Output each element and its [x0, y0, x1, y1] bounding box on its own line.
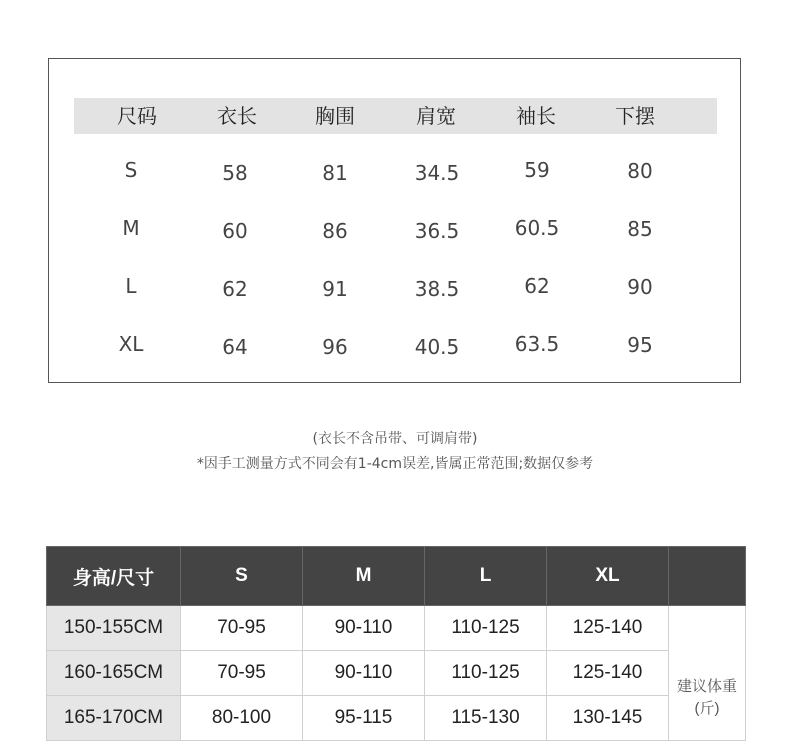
- size-row: [74, 155, 717, 185]
- header-s: S: [181, 547, 303, 606]
- header-l: L: [425, 547, 547, 606]
- weight-cell: 70-95: [181, 651, 303, 696]
- size-cell: 58: [222, 161, 248, 185]
- size-row: [74, 213, 717, 243]
- header-size: 尺码: [117, 104, 157, 128]
- header-hem: 下摆: [615, 104, 655, 128]
- weight-cell: 90-110: [303, 606, 425, 651]
- weight-cell: 130-145: [547, 696, 669, 741]
- size-cell: 36.5: [414, 219, 460, 243]
- size-cell: 64: [222, 335, 248, 359]
- header-bust: 胸围: [315, 104, 355, 128]
- size-cell: S: [124, 158, 138, 182]
- size-cell: 62: [222, 277, 248, 301]
- height-cell: 165-170CM: [47, 696, 181, 741]
- table-row: [47, 651, 746, 696]
- size-cell: 40.5: [414, 335, 460, 359]
- height-cell: 160-165CM: [47, 651, 181, 696]
- weight-cell: 70-95: [181, 606, 303, 651]
- size-chart: [48, 58, 741, 383]
- size-cell: 38.5: [414, 277, 460, 301]
- size-cell: 60.5: [514, 216, 560, 240]
- note-measurement: *因手工测量方式不同会有1-4cm误差,皆属正常范围;数据仅参考: [196, 456, 594, 472]
- size-chart-header: [74, 98, 717, 134]
- header-sleeve: 袖长: [516, 104, 556, 128]
- size-cell: 62: [524, 274, 550, 298]
- size-cell: L: [125, 274, 137, 298]
- weight-unit-label: (斤): [694, 700, 720, 717]
- table-row: [47, 696, 746, 741]
- weight-cell: 110-125: [425, 651, 547, 696]
- header-xl: XL: [547, 547, 669, 606]
- size-cell: 59: [524, 158, 550, 182]
- size-cell: 81: [322, 161, 348, 185]
- suggested-weight-note: [669, 606, 746, 741]
- suggested-weight-label: 建议体重: [676, 678, 737, 695]
- note-length: (衣长不含吊带、可调肩带): [312, 431, 478, 447]
- size-cell: 90: [627, 275, 653, 299]
- size-cell: 80: [627, 159, 653, 183]
- size-cell: XL: [118, 332, 144, 356]
- weight-cell: 125-140: [547, 651, 669, 696]
- size-cell: M: [122, 216, 140, 240]
- weight-cell: 80-100: [181, 696, 303, 741]
- size-cell: 85: [627, 217, 653, 241]
- size-cell: 86: [322, 219, 348, 243]
- weight-cell: 125-140: [547, 606, 669, 651]
- size-cell: 95: [627, 333, 653, 357]
- size-cell: 34.5: [414, 161, 460, 185]
- weight-table: [46, 546, 746, 741]
- header-m: M: [303, 547, 425, 606]
- size-cell: 96: [322, 335, 348, 359]
- size-row: [74, 329, 717, 359]
- header-length: 衣长: [217, 104, 257, 128]
- weight-table-header: [47, 547, 746, 606]
- weight-cell: 95-115: [303, 696, 425, 741]
- size-cell: 60: [222, 219, 248, 243]
- header-height-size: 身高/尺寸: [47, 547, 181, 606]
- weight-cell: 90-110: [303, 651, 425, 696]
- weight-cell: 115-130: [425, 696, 547, 741]
- height-cell: 150-155CM: [47, 606, 181, 651]
- size-cell: 91: [322, 277, 348, 301]
- table-row: [47, 606, 746, 651]
- header-blank: [669, 547, 746, 606]
- size-row: [74, 271, 717, 301]
- weight-cell: 110-125: [425, 606, 547, 651]
- header-shoulder: 肩宽: [416, 104, 456, 128]
- size-cell: 63.5: [514, 332, 560, 356]
